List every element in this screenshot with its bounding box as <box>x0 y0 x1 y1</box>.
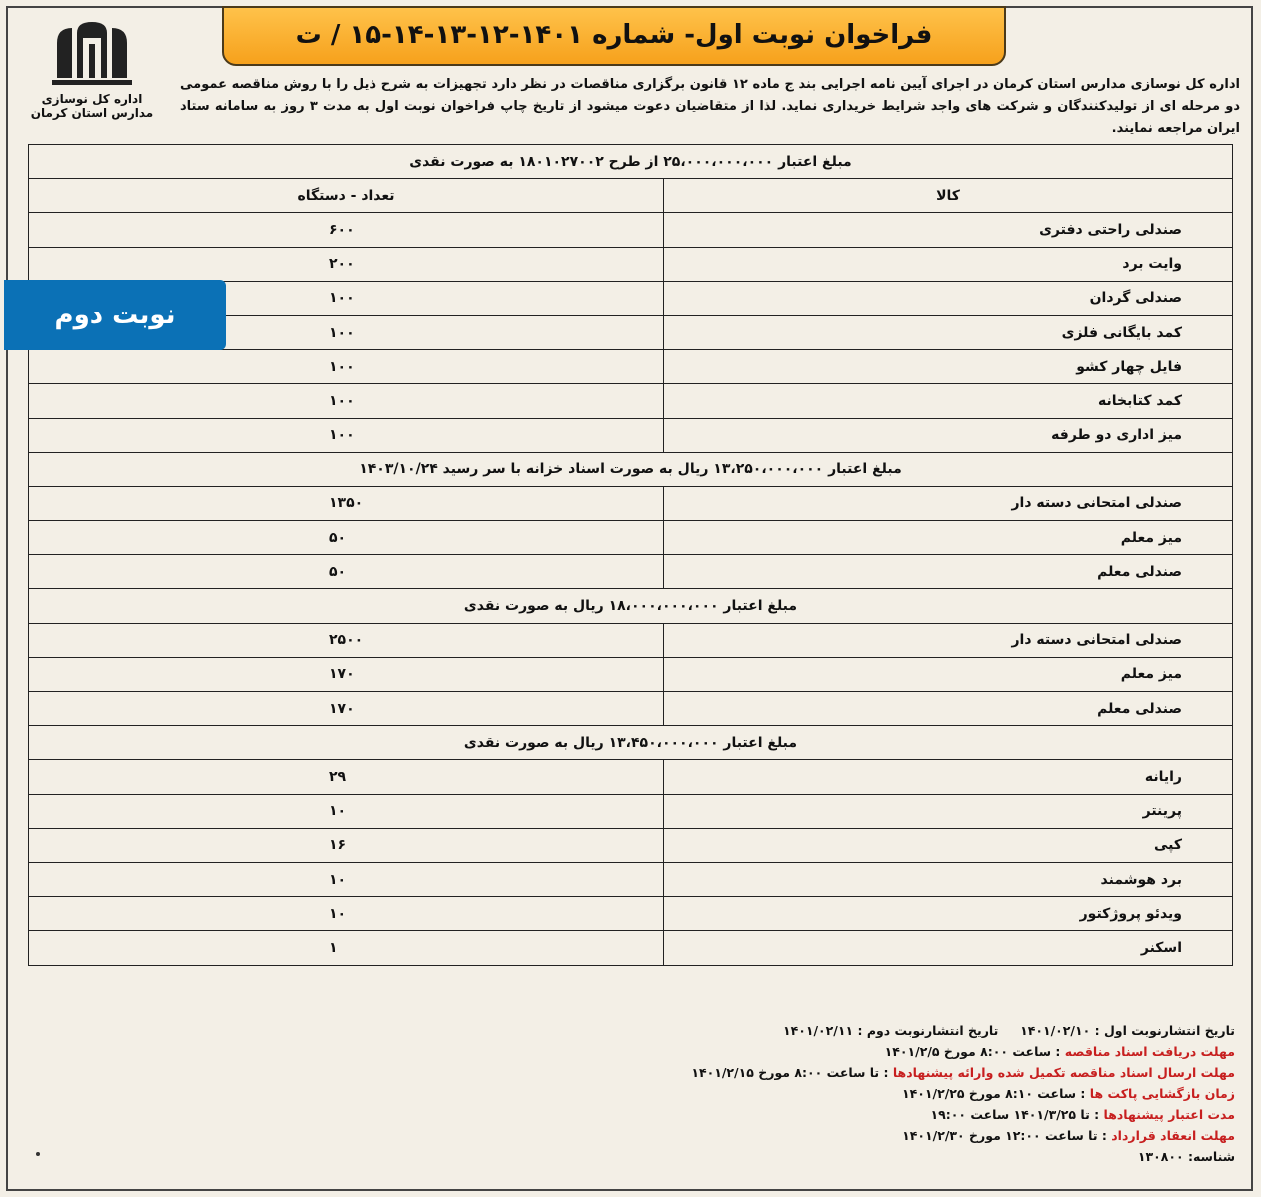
column-header-qty: تعداد - دستگاه <box>29 179 664 213</box>
item-qty: ۱۰۰ <box>29 418 664 452</box>
table-row <box>29 692 1233 726</box>
deadline-value: : ساعت ۸:۰۰ مورخ ۱۴۰۱/۲/۵ <box>884 1044 1061 1059</box>
table-row <box>29 897 1233 931</box>
table-row <box>29 623 1233 657</box>
item-qty: ۱۳۵۰ <box>29 486 664 520</box>
credit-row-3: مبلغ اعتبار ۱۸،۰۰۰،۰۰۰،۰۰۰ ریال به صورت نقدی <box>29 589 1233 623</box>
deadline-value: : تا ۱۴۰۱/۳/۲۵ ساعت ۱۹:۰۰ <box>930 1107 1100 1122</box>
item-name: کمد بایگانی فلزی <box>664 315 1233 349</box>
footer-info <box>691 1020 1235 1167</box>
table-row <box>29 521 1233 555</box>
credit-row-4: مبلغ اعتبار ۱۳،۴۵۰،۰۰۰،۰۰۰ ریال به صورت نقدی <box>29 726 1233 760</box>
deadline-label: مدت اعتبار پیشنهادها <box>1103 1107 1235 1122</box>
item-qty: ۱۰ <box>29 794 664 828</box>
table-row <box>29 828 1233 862</box>
table-row <box>29 760 1233 794</box>
item-qty: ۱۷۰ <box>29 692 664 726</box>
deadline-label: مهلت دریافت اسناد مناقصه <box>1064 1044 1235 1059</box>
item-qty: ۱۰۰ <box>29 315 664 349</box>
item-name: کپی <box>664 828 1233 862</box>
item-name: صندلی معلم <box>664 555 1233 589</box>
deadline-value: : تا ساعت ۸:۰۰ مورخ ۱۴۰۱/۲/۱۵ <box>691 1065 889 1080</box>
deadline-value: : تا ساعت ۱۲:۰۰ مورخ ۱۴۰۱/۲/۳۰ <box>902 1128 1107 1143</box>
publish-date-first: تاریخ انتشارنوبت اول : ۱۴۰۱/۰۲/۱۰ <box>1020 1023 1235 1038</box>
emblem-icon <box>47 18 137 88</box>
item-qty: ۵۰ <box>29 555 664 589</box>
notice-id-label: شناسه: <box>1188 1149 1235 1164</box>
table-row <box>29 247 1233 281</box>
deadline-receive-docs <box>691 1041 1235 1062</box>
org-logo-text: اداره کل نوسازی مدارس استان کرمان <box>30 92 154 120</box>
credit-row-2: مبلغ اعتبار ۱۳،۲۵۰،۰۰۰،۰۰۰ ریال به صورت اسناد خزانه با سر رسید ۱۴۰۳/۱۰/۲۴ <box>29 452 1233 486</box>
item-name: صندلی راحتی دفتری <box>664 213 1233 247</box>
publish-dates <box>691 1020 1235 1041</box>
table-row <box>29 486 1233 520</box>
table-row <box>29 862 1233 896</box>
item-name: صندلی معلم <box>664 692 1233 726</box>
item-qty: ۱ <box>29 931 664 965</box>
item-name: ویدئو پروژکتور <box>664 897 1233 931</box>
item-name: میز معلم <box>664 657 1233 691</box>
table-row <box>29 213 1233 247</box>
item-qty: ۱۰ <box>29 862 664 896</box>
publish-date-second: تاریخ انتشارنوبت دوم : ۱۴۰۱/۰۲/۱۱ <box>782 1023 999 1038</box>
item-qty: ۱۰۰ <box>29 350 664 384</box>
item-qty: ۱۰۰ <box>29 384 664 418</box>
item-name: میز اداری دو طرفه <box>664 418 1233 452</box>
item-name: رایانه <box>664 760 1233 794</box>
print-dot <box>36 1152 40 1156</box>
items-table <box>28 144 1233 966</box>
opening-time <box>691 1083 1235 1104</box>
item-name: میز معلم <box>664 521 1233 555</box>
table-row <box>29 384 1233 418</box>
page-title: فراخوان نوبت اول- شماره ۱۴۰۱-۱۲-۱۳-۱۴-۱۵ / ت <box>222 6 1006 66</box>
deadline-value: : ساعت ۸:۱۰ مورخ ۱۴۰۱/۲/۲۵ <box>902 1086 1086 1101</box>
deadline-label: زمان بازگشایی پاکت ها <box>1089 1086 1235 1101</box>
table-row <box>29 794 1233 828</box>
item-name: پرینتر <box>664 794 1233 828</box>
table-row <box>29 555 1233 589</box>
deadline-label: مهلت انعقاد قرارداد <box>1111 1128 1235 1143</box>
item-qty: ۲۰۰ <box>29 247 664 281</box>
item-name: صندلی گردان <box>664 281 1233 315</box>
notice-id <box>691 1146 1235 1167</box>
item-qty: ۱۰۰ <box>29 281 664 315</box>
item-qty: ۱۷۰ <box>29 657 664 691</box>
item-qty: ۱۶ <box>29 828 664 862</box>
bid-validity <box>691 1104 1235 1125</box>
item-qty: ۵۰ <box>29 521 664 555</box>
item-name: صندلی امتحانی دسته دار <box>664 623 1233 657</box>
item-qty: ۱۰ <box>29 897 664 931</box>
table-row <box>29 350 1233 384</box>
contract-deadline <box>691 1125 1235 1146</box>
credit-row-1: مبلغ اعتبار ۲۵،۰۰۰،۰۰۰،۰۰۰ از طرح ۱۸۰۱۰۲۷۰۰۲ به صورت نقدی <box>29 145 1233 179</box>
item-name: کمد کتابخانه <box>664 384 1233 418</box>
column-header-item: کالا <box>664 179 1233 213</box>
item-name: فایل چهار کشو <box>664 350 1233 384</box>
deadline-label: مهلت ارسال اسناد مناقصه تکمیل شده وارائه پیشنهادها <box>892 1065 1235 1080</box>
notice-id-value: ۱۳۰۸۰۰ <box>1137 1149 1184 1164</box>
table-row <box>29 418 1233 452</box>
item-name: اسکنر <box>664 931 1233 965</box>
deadline-submit-bids <box>691 1062 1235 1083</box>
item-name: برد هوشمند <box>664 862 1233 896</box>
item-qty: ۲۹ <box>29 760 664 794</box>
second-round-badge: نوبت دوم <box>4 280 226 350</box>
item-name: وایت برد <box>664 247 1233 281</box>
item-qty: ۶۰۰ <box>29 213 664 247</box>
table-row <box>29 657 1233 691</box>
item-qty: ۲۵۰۰ <box>29 623 664 657</box>
intro-paragraph: اداره کل نوسازی مدارس استان کرمان در اجرای آیین نامه اجرایی بند ج ماده ۱۲ قانون برگزاری مناقصات در نظر دارد تجهیزات به شرح ذیل را با روش مناقصه عمومی دو مرحله ای از تولیدکنندگان و شرکت های واجد شرایط خریداری نماید. لذا از متقاضیان دعوت میشود از تاریخ چاپ فراخوان نوبت اول به مدت ۳ روز به سامانه ستاد ایران مراجعه نمایند. <box>180 77 1240 136</box>
org-logo <box>22 18 162 118</box>
item-name: صندلی امتحانی دسته دار <box>664 486 1233 520</box>
table-row <box>29 931 1233 965</box>
